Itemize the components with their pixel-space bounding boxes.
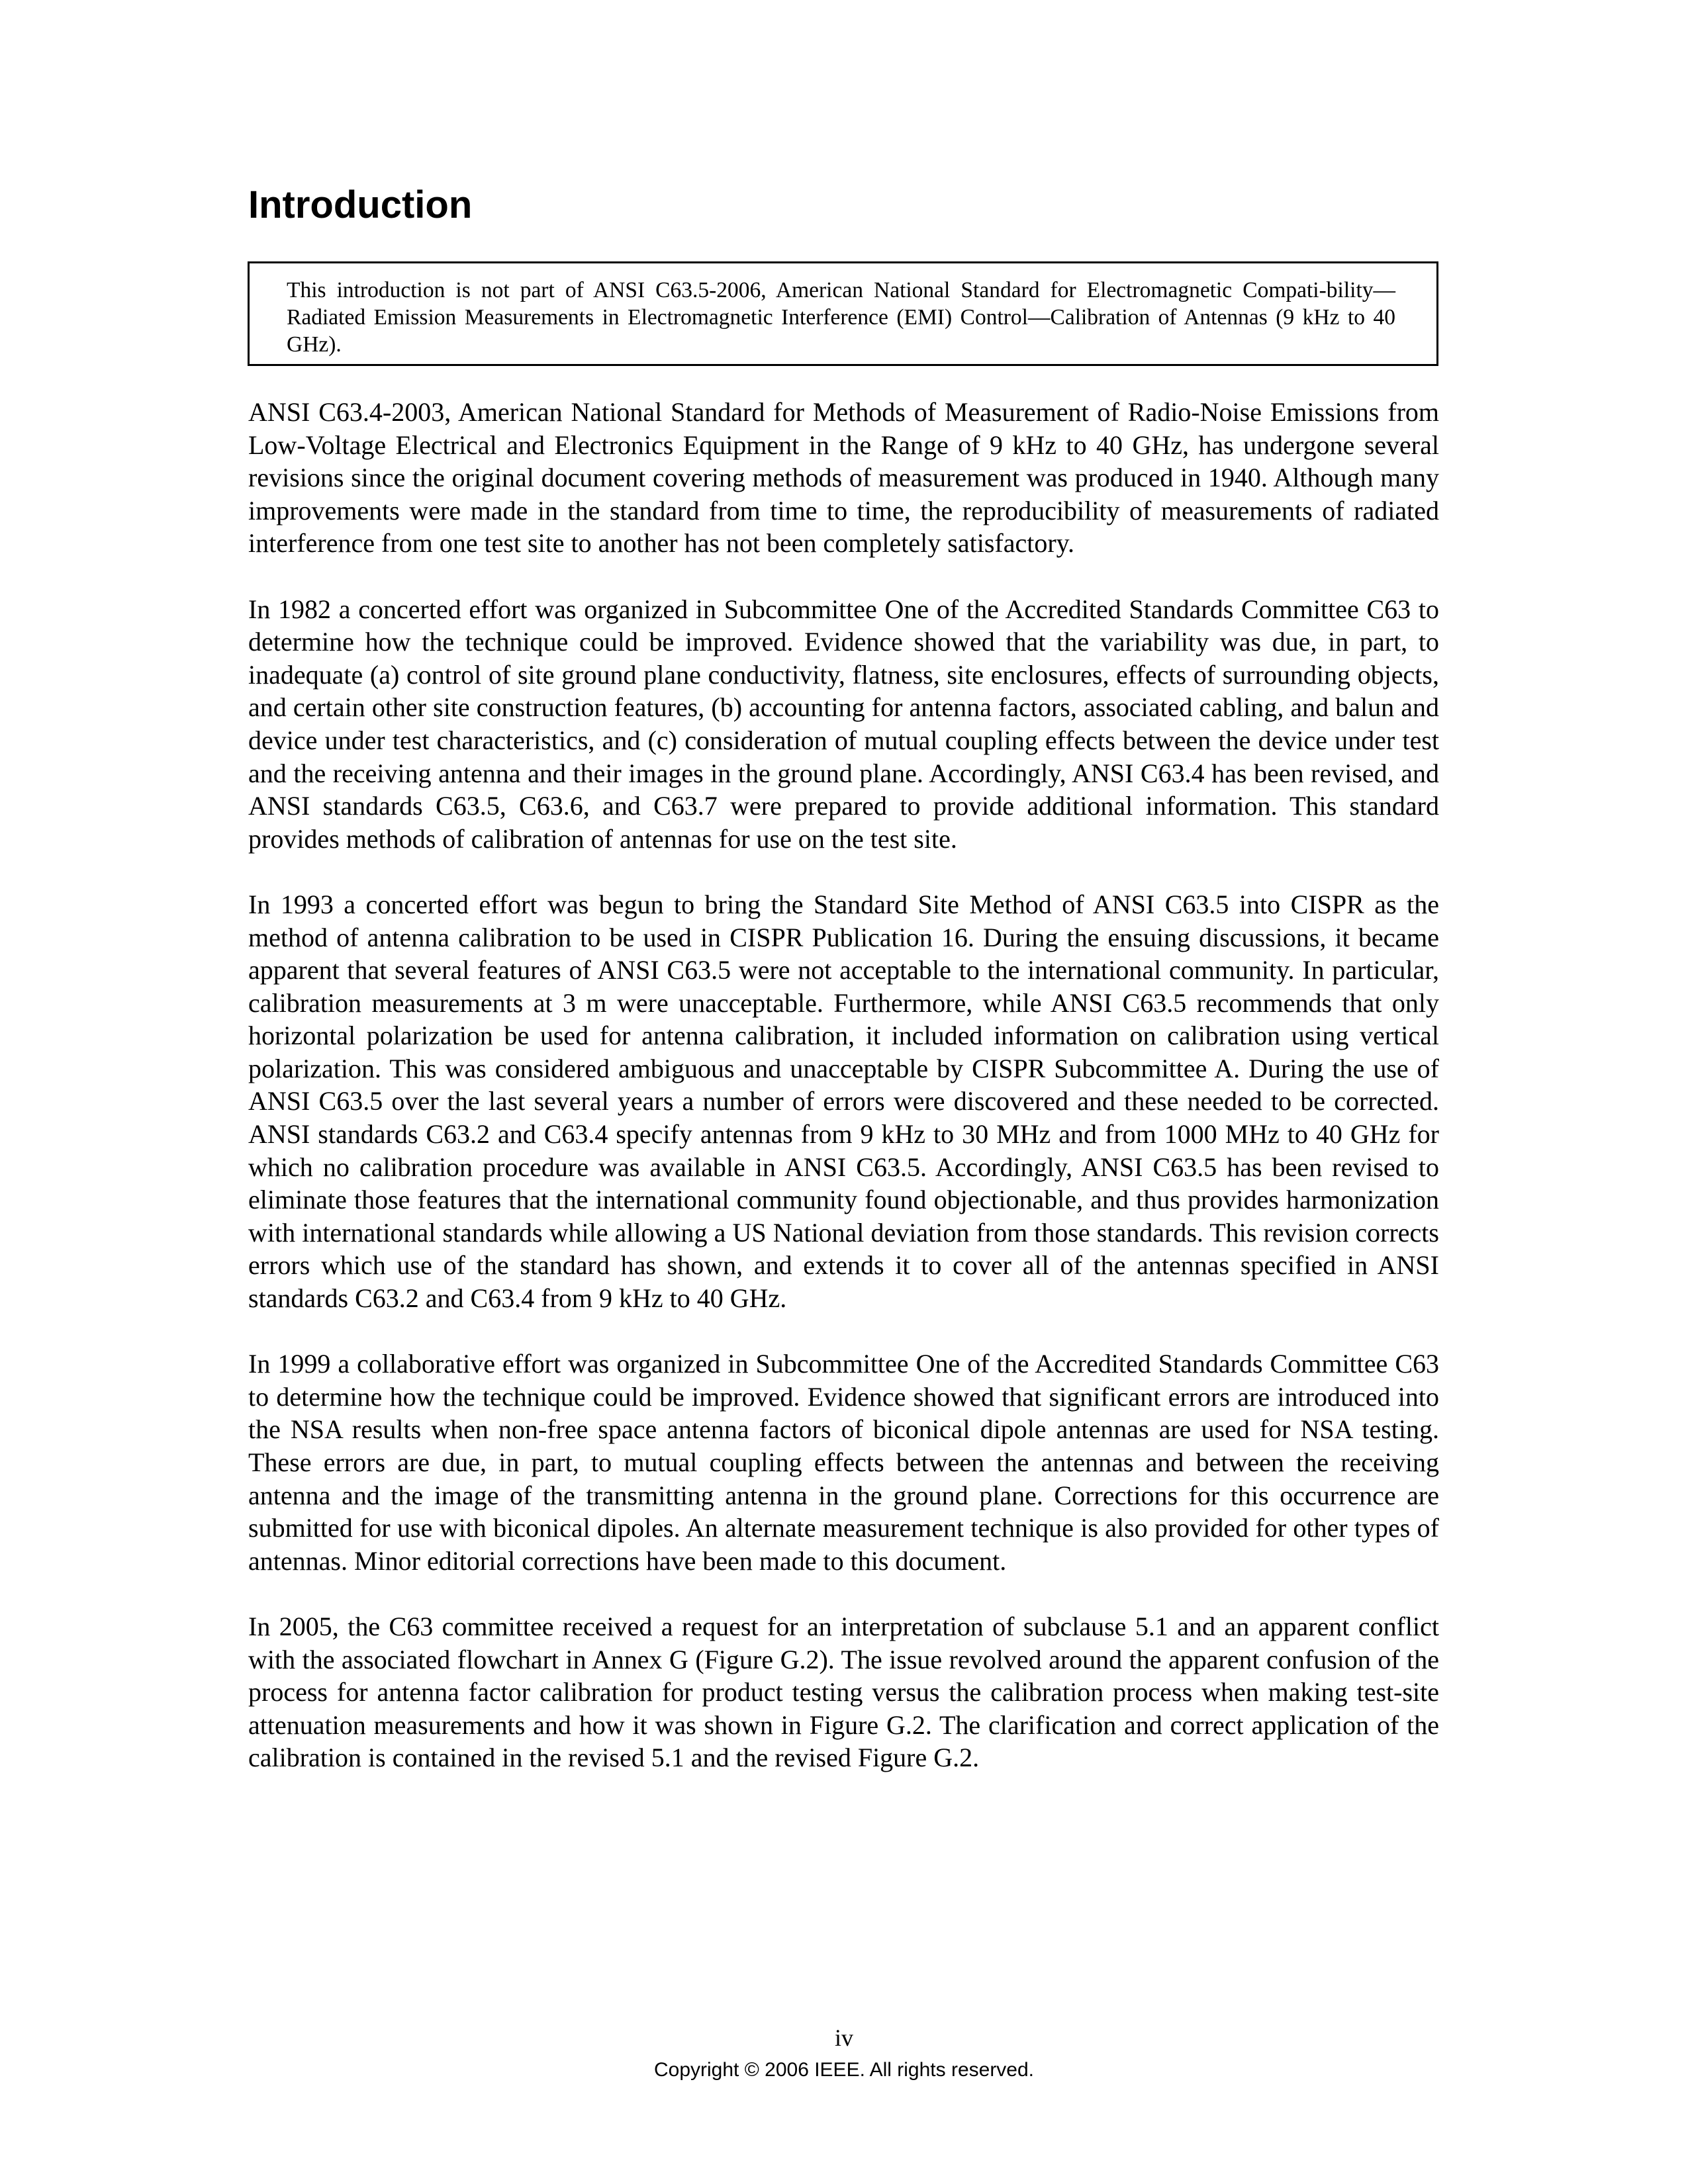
paragraph-1999-effort: In 1999 a collaborative effort was organized in Subcommittee One of the Accredited Standards Committee C63 to determine how the technique could be improved. Evidence showed that significant errors are introduced into the NSA results when non-free space antenna factors of biconical dipole antennas are used for NSA testing. These errors are due, in part, to mutual coupling effects between the antennas and between the receiving antenna and the image of the transmitting antenna in the ground plane. Corrections for this occurrence are submitted for use with biconical dipoles. An alternate measurement technique is also provided for other types of antennas. Minor editorial corrections have been made to this document.: [248, 1349, 1439, 1576]
body-text: [248, 396, 1439, 1807]
page-number: iv: [834, 2025, 853, 2051]
paragraph-2005-interpretation: In 2005, the C63 committee received a request for an interpretation of subclause 5.1 and an apparent conflict with the associated flowchart in Annex G (Figure G.2). The issue revolved around the apparent confusion of the process for antenna factor calibration for product testing versus the calibration process when making test-site attenuation measurements and how it was shown in Figure G.2. The clarification and correct application of the calibration is contained in the revised 5.1 and the revised Figure G.2.: [248, 1611, 1439, 1773]
introduction-notice-box: This introduction is not part of ANSI C63.5-2006, American National Standard for Electromagnetic Compati-bility—Radiated Emission Measurements in Electromagnetic Interference (EMI) Control—Calibration of Antennas (9 kHz to 40 GHz).: [248, 261, 1438, 366]
page-title: Introduction: [248, 183, 473, 226]
paragraph-1982-effort: In 1982 a concerted effort was organized in Subcommittee One of the Accredited Standards Committee C63 to determine how the technique could be improved. Evidence showed that the variability was due, in part, to inadequate (a) control of site ground plane conductivity, flatness, site enclosures, effects of surrounding objects, and certain other site construction features, (b) accounting for antenna factors, associated cabling, and balun and device under test characteristics, and (c) consideration of mutual coupling effects between the device under test and the receiving antenna and their images in the ground plane. Accordingly, ANSI C63.4 has been revised, and ANSI standards C63.5, C63.6, and C63.7 were prepared to provide additional information. This standard provides methods of calibration of antennas for use on the test site.: [248, 594, 1439, 854]
copyright-notice: Copyright © 2006 IEEE. All rights reserved.: [653, 2059, 1035, 2081]
paragraph-1993-effort: In 1993 a concerted effort was begun to bring the Standard Site Method of ANSI C63.5 into CISPR as the method of antenna calibration to be used in CISPR Publication 16. During the ensuing discussions, it became apparent that several features of ANSI C63.5 were not acceptable to the international community. In particular, calibration measurements at 3 m were unacceptable. Furthermore, while ANSI C63.5 recommends that only horizontal polarization be used for antenna calibration, it included information on calibration using vertical polarization. This was considered ambiguous and unacceptable by CISPR Subcommittee A. During the use of ANSI C63.5 over the last several years a number of errors were discovered and these needed to be corrected. ANSI standards C63.2 and C63.4 specify antennas from 9 kHz to 30 MHz and from 1000 MHz to 40 GHz for which no calibration procedure was available in ANSI C63.5. Accordingly, ANSI C63.5 has been revised to eliminate those features that the international community found objectionable, and thus provides harmonization with international standards while allowing a US National deviation from those standards. This revision corrects errors which use of the standard has shown, and extends it to cover all of the antennas specified in ANSI standards C63.2 and C63.4 from 9 kHz to 40 GHz.: [248, 889, 1439, 1314]
paragraph-ansi-c63-4-history: ANSI C63.4-2003, American National Standard for Methods of Measurement of Radio-Noise Emissions from Low-Voltage Electrical and Electronics Equipment in the Range of 9 kHz to 40 GHz, has undergone several revisions since the original document covering methods of measurement was produced in 1940. Although many improvements were made in the standard from time to time, the reproducibility of measurements of radiated interference from one test site to another has not been completely satisfactory.: [248, 397, 1439, 559]
